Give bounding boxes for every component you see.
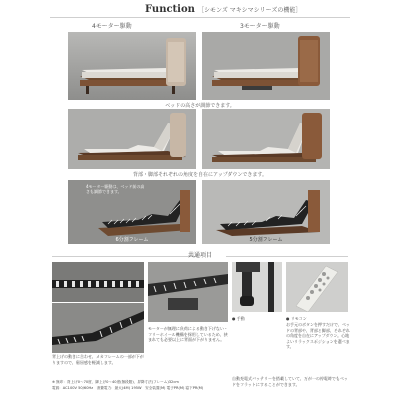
text-battery-backup: 自動充電式バッテリーを搭載していて、万が一の停電時でもベッドをフラットにすることができます。 bbox=[232, 376, 348, 387]
text-recliner-frame: 背上げの動きに合わせ、メカフレームの一部が下がりますので、窮屈感を軽減します。 bbox=[52, 354, 144, 365]
photo-remote-control bbox=[286, 262, 348, 312]
page-subtitle: ［シモンズ マキシマシリーズの機能］ bbox=[198, 7, 302, 14]
photo-4motor-height bbox=[68, 32, 196, 100]
column-label-4-motor: 4モーター駆動 bbox=[92, 23, 132, 30]
photo-free-wheel-mechanism bbox=[148, 262, 228, 322]
column-label-3-motor: 3モーター駆動 bbox=[240, 23, 280, 30]
page-title: Function bbox=[145, 4, 195, 15]
caption-height-adjust: ベッドの高さが調節できます。 bbox=[165, 103, 235, 109]
photo-4motor-recline bbox=[68, 109, 196, 169]
label-manual: ● 手動 bbox=[232, 316, 245, 321]
section-rule-right bbox=[226, 256, 348, 257]
common-items-heading: 共通項目 bbox=[187, 252, 212, 259]
photo-3motor-recline bbox=[202, 109, 330, 169]
photo-3motor-height bbox=[202, 32, 330, 100]
text-remote-control: お手元のボタンを押すだけで、ベッドの背部や、背部と脚部、それぞれの角度を自在にアップダウン。心地よいリラックスポジションを選べます。 bbox=[286, 322, 350, 349]
note-4motor-front-height: 4モーター駆動は、ベッド前の高さも調節できます。 bbox=[86, 184, 145, 194]
title-divider bbox=[50, 17, 350, 18]
photo-5-section-frame bbox=[202, 180, 330, 244]
photo-free-wheel bbox=[52, 262, 144, 302]
label-6-section-frame: 6分割フレーム bbox=[115, 237, 149, 243]
label-remote: ● リモコン bbox=[286, 316, 307, 321]
footnote-spec-power: 電源：AC100V 50/60Hz 消費電力：最大(4M) 195W 安全装置(M) 電子PR(M) 寝下PR(M) bbox=[52, 386, 204, 390]
photo-mech-frame-recline bbox=[52, 303, 144, 353]
caption-angle-adjust: 背部・脚部それぞれの角度を自在にアップダウンできます。 bbox=[133, 172, 267, 178]
text-free-wheel: モーターが無理に負荷による動き下げない・フリーホイール機構を採用しているため、挟まれても必要以上に背面が下がりません。 bbox=[148, 326, 228, 342]
label-5-section-frame: 5分割フレーム bbox=[249, 237, 283, 243]
footnote-spec-angles: ※ 無印：背上げ0〜70度、脚上げ0〜40度(無段階)、昇降寸法(フレーム)32cm bbox=[52, 380, 179, 384]
photo-manual-release bbox=[232, 262, 282, 312]
